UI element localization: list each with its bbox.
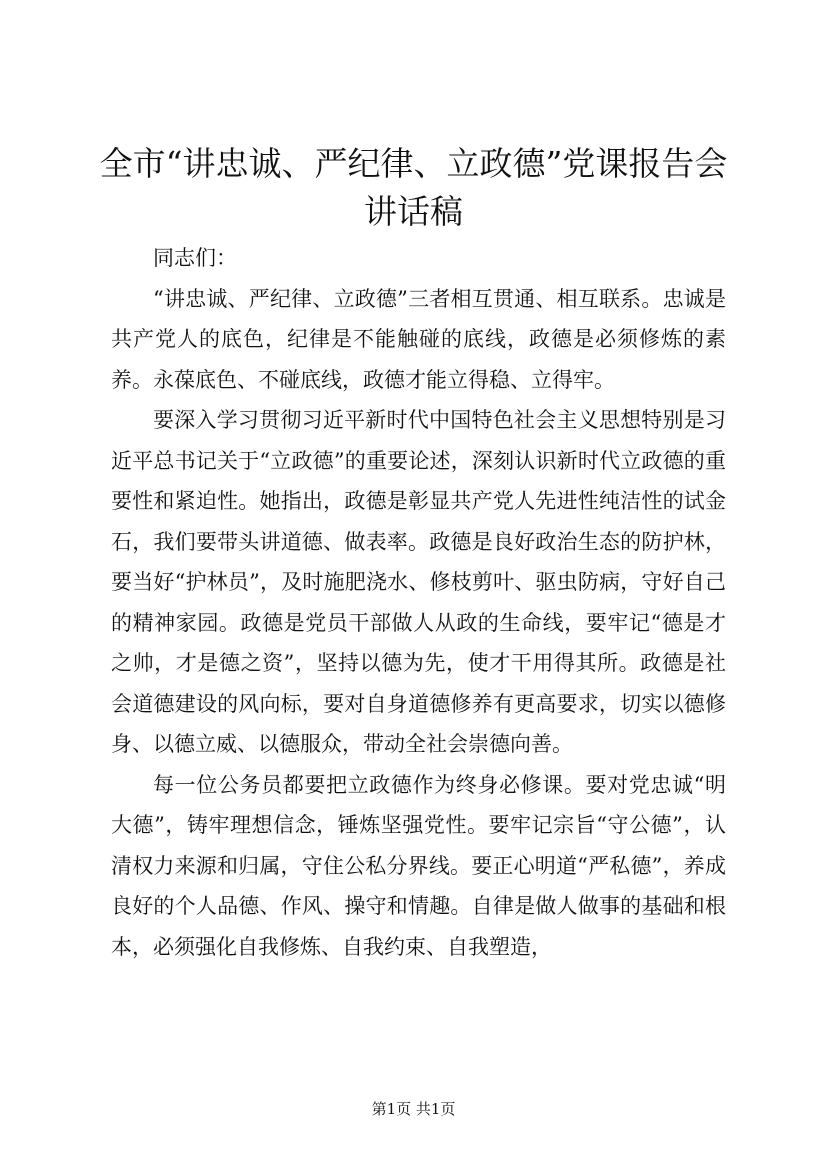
page-number-footer: 第1页 共1页 [371,1100,456,1118]
document-title [80,140,747,236]
body-paragraph: 每一位公务员都要把立政德作为终身必修课。要对党忠诚“明大德”，铸牢理想信念，锤炼坚强党性。要牢记宗旨“守公德”，认清权力来源和归属，守住公私分界线。要正心明道“严私德”，养成良好的个人品德、作风、操守和情趣。自律是做人做事的基础和根本，必须强化自我修炼、自我约束、自我塑造， [111,772,726,959]
title-line-1: 全市“讲忠诚、严纪律、立政德”党课报告会 [99,144,728,183]
body-paragraph: 要深入学习贯彻习近平新时代中国特色社会主义思想特别是习近平总书记关于“立政德”的重要论述，深刻认识新时代立政德的重要性和紧迫性。她指出，政德是彰显共产党人先进性纯洁性的试金石，我们要带头讲道德、做表率。政德是良好政治生态的防护林，要当好“护林员”，及时施肥浇水、修枝剪叶、驱虫防病，守好自己的精神家园。政德是党员干部做人从政的生命线，要牢记“德是才之帅，才是德之资”，坚持以德为先，使才干用得其所。政德是社会道德建设的风向标，要对自身道德修养有更高要求，切实以德修身、以德立威、以德服众，带动全社会崇德向善。 [111,408,726,756]
title-line-2: 讲话稿 [364,192,463,231]
salutation: 同志们： [153,246,237,270]
body-paragraph: “讲忠诚、严纪律、立政德”三者相互贯通、相互联系。忠诚是共产党人的底色，纪律是不能触碰的底线，政德是必须修炼的素养。永葆底色、不碰底线，政德才能立得稳、立得牢。 [111,286,726,392]
document-body [111,238,726,967]
